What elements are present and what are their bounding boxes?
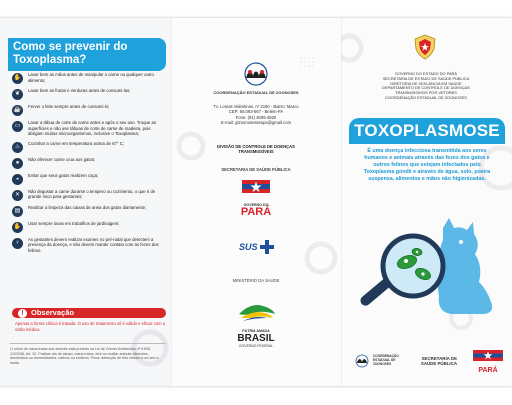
law-notice: O crime de maus-tratos aos animais está previsto na Lei de Crimes Ambientais nº 9.605, 12/02/98, Art. 32. Praticar ato de abuso, maus-tratos, ferir ou mutilar animais silvestres, domésticos ou domesticados, nativos ou exóticos. Pena: detenção de três meses a um ano e multa.: [10, 343, 166, 365]
fold-line: [171, 18, 172, 386]
gov-line: DIRETORIA DE VIGILÂNCIA EM SAÚDE: [390, 80, 462, 86]
cat-magnifier-illustration: [351, 216, 501, 321]
footer-coordination-logo: [353, 354, 401, 368]
footer-para-label: PARÁ: [478, 366, 498, 374]
email-line: E-mail: gtzoonosessespa@gmail.com: [220, 120, 292, 126]
alert-icon: !: [18, 309, 27, 318]
sus-cross-icon: [260, 240, 274, 254]
prevention-title: Como se prevenir do Toxoplasma?: [8, 38, 166, 71]
footer-secretaria: SECRETARIA DE SAÚDE PÚBLICA: [420, 355, 457, 366]
brasil-flag-icon: [233, 300, 279, 324]
footer-para-logo: [473, 349, 503, 374]
gov-line: GOVERNO DO ESTADO DO PARÁ: [395, 71, 457, 76]
meat-icon: ✕: [12, 190, 23, 201]
thermometer-icon: ♨: [12, 142, 23, 153]
para-small-flag-icon: [473, 350, 503, 362]
tip-item: [12, 72, 167, 84]
observation-box: [12, 308, 166, 332]
tip-item: [12, 205, 167, 217]
gov-line: SECRETARIA DE ESTADO DE SAÚDE PÚBLICA: [382, 75, 470, 81]
contact-address: [193, 104, 319, 126]
tip-item: [12, 189, 167, 201]
brasil-tagline: PÁTRIA AMADA: [242, 329, 270, 333]
tip-text: Cozinhar a carne em temperatura acima de 67° C;: [28, 140, 125, 146]
tip-text: Não oferecer carne crua aos gatos;: [28, 156, 96, 162]
tip-item: [12, 221, 167, 233]
tip-item: [12, 157, 167, 169]
cutting-board-icon: ▭: [12, 121, 23, 132]
middle-panel: [171, 18, 341, 386]
tip-text: Evitar que seus gatos realizem caça;: [28, 172, 99, 178]
brochure-sheet: [0, 18, 512, 386]
tip-text: Usar sempre luvas em trabalhos de jardinagem;: [28, 220, 120, 226]
tip-item: [12, 173, 167, 185]
glove-icon: ✋: [12, 222, 23, 233]
main-title: TOXOPLASMOSE: [349, 118, 505, 144]
litter-box-icon: ▤: [12, 206, 23, 217]
right-panel: [341, 18, 512, 386]
tip-text: Lavar a tábua de corte de carne antes e após o seu uso. Troque as superfícies e não use tábuas de corte de carne de madeira, pois abrigam muitos microorganismos, inclusive o Toxoplasma;: [28, 120, 157, 137]
cat-icon: ●: [12, 158, 23, 169]
para-label: PARÁ: [240, 206, 272, 218]
observation-text: Apenas a forma clínica é tratada. O uso de tratamento só é válido e eficaz com a visão médica.: [15, 321, 166, 332]
zoonoses-coordination-logo: [237, 62, 275, 90]
coordination-name: COORDENAÇÃO ESTADUAL DE ZOONOSES: [213, 90, 299, 95]
governo-label: GOVERNO DO: [243, 203, 269, 207]
tip-item: [12, 104, 167, 116]
tip-item: [12, 120, 167, 137]
left-panel: [0, 18, 171, 386]
gov-line: TRANSMISSÍVEIS POR VETORES: [395, 90, 457, 96]
address-line: Fone: (91) 4006-4820: [235, 114, 277, 120]
gov-line: COORDENAÇÃO ESTADUAL DE ZOONOSES: [385, 94, 467, 100]
tip-text: Realizar a limpeza das caixas de areia dos gatos diariamente;: [28, 204, 147, 210]
para-state-crest-icon: [413, 34, 437, 60]
governo-para-logo: [235, 180, 277, 218]
prevention-tips-list: [12, 72, 167, 258]
footer-coord-text: COORDENAÇÃO ESTADUAL DE ZOONOSES: [373, 354, 399, 366]
tip-item: [12, 88, 167, 100]
tip-text: As gestantes devem realizar exames no pré-natal que detectem a presença da doença, e não devem manter contato com as fezes dos felinos.: [28, 236, 159, 253]
sus-logo: [239, 238, 279, 256]
sus-label: SUS: [239, 242, 258, 252]
governo-federal-logo: [233, 300, 279, 350]
disease-description: É uma doença infecciosa transmitida aos seres humanos e animais através das fezes dos gatos e outros felinos que estejam infectados pelo Toxoplasma gondii e através de água, solo, poeira suspensa, alimentos e mãos não higienizadas.: [363, 148, 491, 182]
footer-logos: [353, 348, 503, 374]
secretaria-label: SECRETARIA DE SAÚDE PÚBLICA: [221, 167, 291, 172]
vegetables-icon: ❦: [12, 89, 23, 100]
tip-text: Lavar bem as frutas e verduras antes de consumi-las;: [28, 88, 131, 93]
brasil-sub: GOVERNO FEDERAL: [239, 343, 273, 348]
tip-text: Não degustar a carne durante o tempero ou cozimento, o que é de grande risco para gestantes;: [28, 188, 156, 200]
brasil-label: BRASIL: [237, 332, 275, 344]
tip-item: [12, 141, 167, 153]
observation-title: Observação: [31, 308, 74, 317]
food-bowl-icon: ◒: [12, 174, 23, 185]
division-label: DIVISÃO DE CONTROLE DE DOENÇAS TRANSMISSÍVEIS: [217, 144, 295, 154]
pregnant-icon: ♀: [12, 238, 23, 249]
address-line: Tv. Lomas Valentinas, nº 2190 - Bairro: Marco: [213, 104, 299, 109]
fold-line: [341, 18, 342, 386]
ministerio-label: MINISTÉRIO DA SAÚDE: [232, 278, 280, 283]
tip-text: Lavar bem as mãos antes de manipular o carne ou qualquer outro alimento;: [28, 72, 154, 83]
observation-header: [12, 308, 166, 318]
gov-line: DEPARTAMENTO DE CONTROLE DE DOENÇAS: [382, 85, 470, 91]
government-header: [355, 72, 497, 101]
hand-wash-icon: ✋: [12, 73, 23, 84]
address-line: CEP: 66.093-667 - Belém-PA: [228, 109, 284, 115]
tip-item: [12, 237, 167, 254]
para-star-flag-icon: [235, 180, 277, 198]
zoonoses-small-logo-icon: [353, 354, 371, 368]
tip-text: Ferver o leite sempre antes de consumi-lo;: [28, 104, 110, 109]
milk-icon: ☕: [12, 105, 23, 116]
